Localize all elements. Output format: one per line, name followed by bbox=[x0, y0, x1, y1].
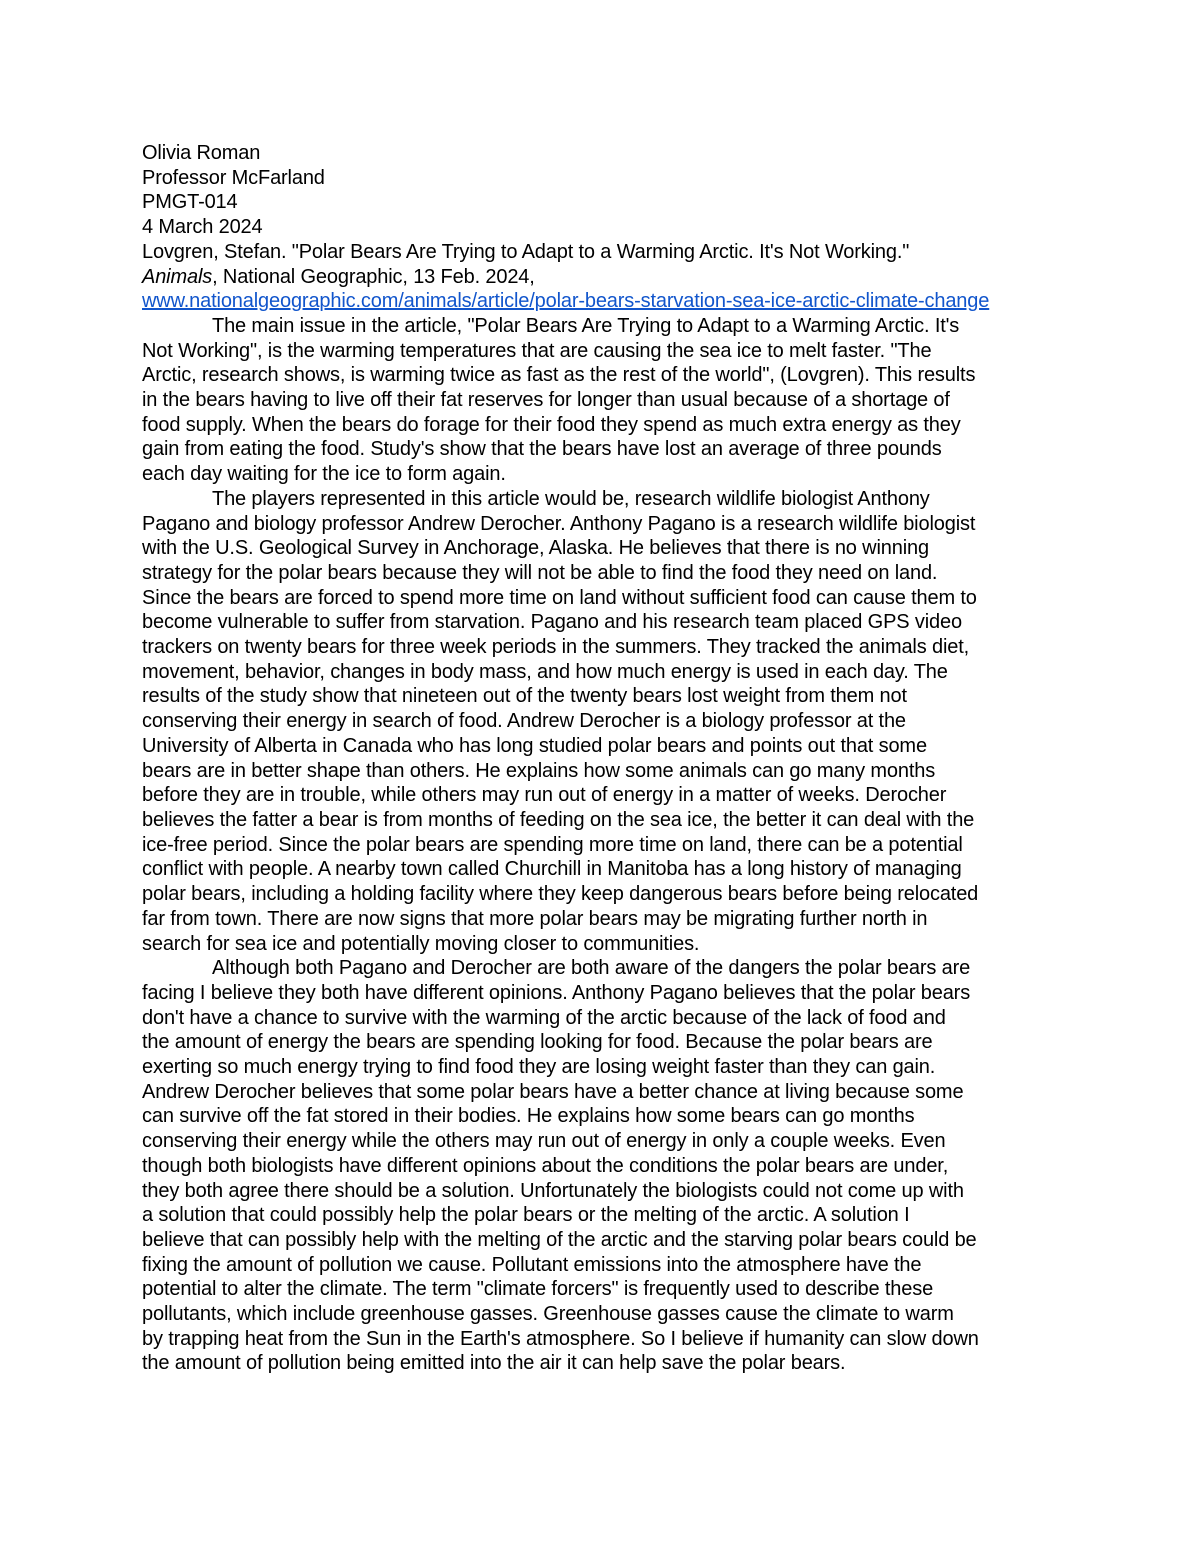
paragraph-line: before they are in trouble, while others may run out of energy in a matter of weeks. Derocher bbox=[142, 784, 947, 807]
paragraph-line: movement, behavior, changes in body mass, and how much energy is used in each day. The bbox=[142, 660, 948, 683]
paragraph-line: they both agree there should be a solution. Unfortunately the biologists could not come up with bbox=[142, 1179, 964, 1202]
citation-publication: Animals bbox=[142, 265, 213, 288]
paragraph-line: gain from eating the food. Study's show that the bears have lost an average of three pounds bbox=[142, 438, 942, 461]
paragraph-line: The main issue in the article, "Polar Bears Are Trying to Adapt to a Warming Arctic. It's bbox=[212, 314, 960, 337]
citation-url-link[interactable]: www.nationalgeographic.com/animals/article/polar-bears-starvation-sea-ice-arctic-climate-change bbox=[142, 290, 990, 313]
paragraph-line: conflict with people. A nearby town called Churchill in Manitoba has a long history of managing bbox=[142, 858, 962, 881]
citation bbox=[142, 240, 1062, 314]
paragraph-line: potential to alter the climate. The term "climate forcers" is frequently used to describe these bbox=[142, 1278, 934, 1301]
paragraph-line: a solution that could possibly help the polar bears or the melting of the arctic. A solution I bbox=[142, 1204, 910, 1227]
course-code: PMGT-014 bbox=[142, 191, 238, 214]
paragraph-line: become vulnerable to suffer from starvation. Pagano and his research team placed GPS video bbox=[142, 611, 962, 634]
document-page bbox=[142, 141, 1062, 1376]
paragraph-line: The players represented in this article would be, research wildlife biologist Anthony bbox=[212, 487, 930, 510]
paragraph-line: Although both Pagano and Derocher are both aware of the dangers the polar bears are bbox=[212, 957, 971, 980]
paragraph-line: search for sea ice and potentially moving closer to communities. bbox=[142, 932, 700, 955]
paragraph-line: bears are in better shape than others. He explains how some animals can go many months bbox=[142, 759, 936, 782]
paragraph-line: conserving their energy while the others may run out of energy in only a couple weeks. Even bbox=[142, 1130, 946, 1153]
paragraph-line: each day waiting for the ice to form again. bbox=[142, 463, 506, 486]
paragraph-line: though both biologists have different opinions about the conditions the polar bears are under, bbox=[142, 1154, 949, 1177]
paragraph-line: believes the fatter a bear is from months of feeding on the sea ice, the better it can deal with the bbox=[142, 808, 975, 831]
paragraph-line: Pagano and biology professor Andrew Derocher. Anthony Pagano is a research wildlife biologist bbox=[142, 512, 976, 535]
paragraph-line: conserving their energy in search of food. Andrew Derocher is a biology professor at the bbox=[142, 710, 906, 733]
paragraph-line: the amount of pollution being emitted into the air it can help save the polar bears. bbox=[142, 1352, 846, 1375]
paragraph-line: Arctic, research shows, is warming twice as fast as the rest of the world", (Lovgren). This results bbox=[142, 364, 976, 387]
paragraph-line: trackers on twenty bears for three week periods in the summers. They tracked the animals diet, bbox=[142, 636, 970, 659]
paragraph-line: food supply. When the bears do forage for their food they spend as much extra energy as they bbox=[142, 413, 961, 436]
essay-paragraph bbox=[142, 956, 1062, 1376]
submission-date: 4 March 2024 bbox=[142, 216, 263, 239]
essay-paragraph bbox=[142, 314, 1062, 487]
paragraph-line: facing I believe they both have different opinions. Anthony Pagano believes that the polar bears bbox=[142, 981, 971, 1004]
citation-publisher: , National Geographic, 13 Feb. 2024, bbox=[212, 265, 535, 288]
paragraph-line: Since the bears are forced to spend more time on land without sufficient food can cause them to bbox=[142, 586, 977, 609]
paragraph-line: Andrew Derocher believes that some polar bears have a better chance at living because some bbox=[142, 1080, 964, 1103]
paragraph-line: Not Working", is the warming temperatures that are causing the sea ice to melt faster. "The bbox=[142, 339, 932, 362]
paragraph-line: don't have a chance to survive with the warming of the arctic because of the lack of food and bbox=[142, 1006, 946, 1029]
professor-name: Professor McFarland bbox=[142, 166, 325, 189]
paragraph-line: results of the study show that nineteen out of the twenty bears lost weight from them not bbox=[142, 685, 907, 708]
paragraph-line: fixing the amount of pollution we cause. Pollutant emissions into the atmosphere have the bbox=[142, 1253, 922, 1276]
paragraph-line: can survive off the fat stored in their bodies. He explains how some bears can go months bbox=[142, 1105, 915, 1128]
essay-paragraph bbox=[142, 487, 1062, 956]
paragraph-line: believe that can possibly help with the melting of the arctic and the starving polar bears could be bbox=[142, 1228, 977, 1251]
paragraph-line: by trapping heat from the Sun in the Earth's atmosphere. So I believe if humanity can slow down bbox=[142, 1327, 979, 1350]
paragraph-line: University of Alberta in Canada who has long studied polar bears and points out that some bbox=[142, 734, 927, 757]
paragraph-line: exerting so much energy trying to find food they are losing weight faster than they can gain. bbox=[142, 1056, 936, 1079]
essay-body bbox=[142, 314, 1062, 1376]
author-name: Olivia Roman bbox=[142, 142, 261, 164]
paragraph-line: with the U.S. Geological Survey in Anchorage, Alaska. He believes that there is no winning bbox=[142, 537, 929, 560]
paragraph-line: pollutants, which include greenhouse gasses. Greenhouse gasses cause the climate to warm bbox=[142, 1303, 954, 1326]
paragraph-line: in the bears having to live off their fat reserves for longer than usual because of a shortage of bbox=[142, 389, 950, 412]
citation-line-2 bbox=[142, 265, 1062, 290]
paragraph-line: the amount of energy the bears are spending looking for food. Because the polar bears are bbox=[142, 1031, 933, 1054]
citation-line-1: Lovgren, Stefan. "Polar Bears Are Trying to Adapt to a Warming Arctic. It's Not Working." bbox=[142, 240, 910, 263]
paragraph-line: polar bears, including a holding facility where they keep dangerous bears before being relocated bbox=[142, 883, 979, 906]
paragraph-line: strategy for the polar bears because they will not be able to find the food they need on land. bbox=[142, 561, 938, 584]
paragraph-line: ice-free period. Since the polar bears are spending more time on land, there can be a potential bbox=[142, 833, 963, 856]
paragraph-line: far from town. There are now signs that more polar bears may be migrating further north in bbox=[142, 907, 928, 930]
